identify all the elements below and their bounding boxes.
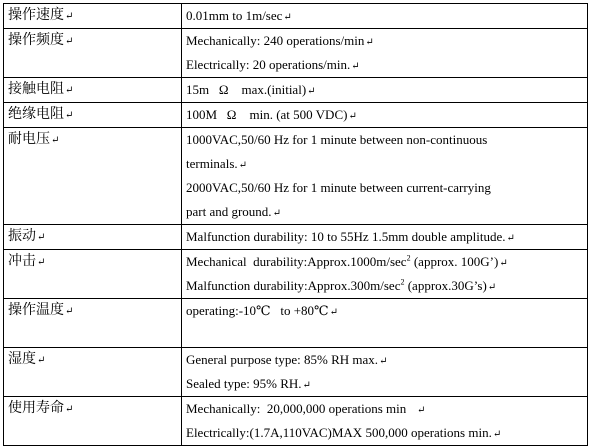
- table-row: [4, 4, 588, 29]
- table-row: [4, 78, 588, 103]
- param-name-line: [8, 4, 181, 28]
- table-row: [4, 397, 588, 446]
- param-value-cell: [182, 225, 588, 250]
- param-name-cell: [4, 397, 182, 446]
- param-value: Electrically:(1.7A,110VAC)MAX 500,000 operations min.: [186, 425, 492, 440]
- paragraph-mark-icon: ↵: [487, 282, 497, 293]
- paragraph-mark-icon: ↵: [365, 37, 374, 48]
- param-name: 冲击: [8, 254, 36, 269]
- param-name: 使用寿命: [8, 401, 64, 416]
- param-name-cell: [4, 4, 182, 29]
- param-value: (approx. 100G’): [410, 254, 499, 269]
- paragraph-mark-icon: ↵: [379, 356, 388, 367]
- param-name-cell: [4, 128, 182, 225]
- param-value-cell: [182, 103, 588, 128]
- param-value-cell: [182, 250, 588, 299]
- paragraph-mark-icon: ↵: [307, 86, 316, 97]
- param-value: Mechanically: 20,000,000 operations min: [186, 401, 416, 416]
- table-row: [4, 299, 588, 348]
- param-value-line: [186, 78, 587, 102]
- param-name: 操作频度: [8, 33, 64, 48]
- paragraph-mark-icon: ↵: [65, 36, 74, 47]
- param-value-line: [186, 152, 587, 176]
- param-name-cell: [4, 299, 182, 348]
- paragraph-mark-icon: ↵: [65, 11, 74, 22]
- param-value: Mechanical durability:Approx.1000m/sec: [186, 254, 407, 269]
- param-name-line: [8, 397, 181, 421]
- param-name-cell: [4, 348, 182, 397]
- param-value-line: [186, 176, 587, 200]
- paragraph-mark-icon: ↵: [51, 135, 60, 146]
- param-value-line: [186, 128, 587, 152]
- table-row: [4, 250, 588, 299]
- param-name: 操作温度: [8, 303, 64, 318]
- param-value: (approx.30G’s): [404, 278, 487, 293]
- paragraph-mark-icon: ↵: [238, 160, 248, 171]
- param-value: Sealed type: 95% RH.: [186, 376, 302, 391]
- spec-table-body: [4, 4, 588, 446]
- param-value: 2000VAC,50/60 Hz for 1 minute between current-carrying: [186, 180, 491, 195]
- param-value-cell: [182, 78, 588, 103]
- param-value: Malfunction durability:Approx.300m/sec: [186, 278, 401, 293]
- paragraph-mark-icon: ↵: [37, 257, 46, 268]
- paragraph-mark-icon: ↵: [348, 111, 357, 122]
- table-row: [4, 103, 588, 128]
- param-value-cell: [182, 4, 588, 29]
- param-value: Electrically: 20 operations/min.: [186, 57, 351, 72]
- param-name-cell: [4, 225, 182, 250]
- paragraph-mark-icon: ↵: [65, 110, 74, 121]
- param-value: Malfunction durability: 10 to 55Hz 1.5mm double amplitude.: [186, 229, 506, 244]
- table-row: [4, 225, 588, 250]
- table-row: [4, 29, 588, 78]
- paragraph-mark-icon: ↵: [272, 208, 281, 219]
- superscript-exponent: 2: [406, 253, 411, 263]
- param-name-line: [8, 299, 181, 323]
- param-name-cell: [4, 250, 182, 299]
- param-value-line: [186, 4, 587, 28]
- param-value-line: [186, 200, 587, 224]
- param-name-line: [8, 250, 181, 274]
- paragraph-mark-icon: ↵: [416, 405, 426, 416]
- table-row: [4, 128, 588, 225]
- param-value: terminals.: [186, 156, 238, 171]
- paragraph-mark-icon: ↵: [329, 307, 338, 318]
- param-value-line: [186, 421, 587, 445]
- param-value-line: [186, 274, 587, 298]
- param-name-line: [8, 128, 181, 152]
- param-value: part and ground.: [186, 204, 272, 219]
- param-value-line: [186, 323, 587, 347]
- table-row: [4, 348, 588, 397]
- param-name: 湿度: [8, 352, 36, 367]
- param-value-line: [186, 299, 587, 323]
- param-name: 接触电阻: [8, 82, 64, 97]
- paragraph-mark-icon: ↵: [506, 233, 515, 244]
- param-value: 100M Ω min. (at 500 VDC): [186, 107, 348, 122]
- spec-table: [3, 3, 588, 446]
- paragraph-mark-icon: ↵: [351, 61, 360, 72]
- param-value-line: [186, 250, 587, 274]
- param-name: 操作速度: [8, 8, 64, 23]
- paragraph-mark-icon: ↵: [65, 306, 74, 317]
- param-value-line: [186, 53, 587, 77]
- superscript-exponent: 2: [400, 277, 405, 287]
- param-name: 耐电压: [8, 132, 50, 147]
- param-name-line: [8, 103, 181, 127]
- paragraph-mark-icon: ↵: [499, 258, 508, 269]
- param-value-line: [186, 372, 587, 396]
- param-value-line: [186, 29, 587, 53]
- param-name-line: [8, 29, 181, 53]
- paragraph-mark-icon: ↵: [65, 85, 74, 96]
- param-name-line: [8, 78, 181, 102]
- param-name: 绝缘电阻: [8, 107, 64, 122]
- param-name-cell: [4, 78, 182, 103]
- param-name-line: [8, 348, 181, 372]
- paragraph-mark-icon: ↵: [283, 12, 292, 23]
- param-name-cell: [4, 29, 182, 78]
- param-value: 0.01mm to 1m/sec: [186, 8, 283, 23]
- param-value: operating:-10℃ to +80℃: [186, 303, 329, 318]
- param-value: General purpose type: 85% RH max.: [186, 352, 379, 367]
- param-value: Mechanically: 240 operations/min: [186, 33, 365, 48]
- paragraph-mark-icon: ↵: [37, 232, 46, 243]
- paragraph-mark-icon: ↵: [492, 429, 502, 440]
- param-value-line: [186, 225, 587, 249]
- param-name-cell: [4, 103, 182, 128]
- param-value: 15m Ω max.(initial): [186, 82, 307, 97]
- param-value-cell: [182, 29, 588, 78]
- paragraph-mark-icon: ↵: [302, 380, 311, 391]
- param-name: 振动: [8, 229, 36, 244]
- paragraph-mark-icon: ↵: [37, 355, 46, 366]
- param-name-line: [8, 225, 181, 249]
- param-value-line: [186, 397, 587, 421]
- param-value-cell: [182, 299, 588, 348]
- param-value-line: [186, 103, 587, 127]
- param-value-cell: [182, 128, 588, 225]
- param-value-line: [186, 348, 587, 372]
- param-value: 1000VAC,50/60 Hz for 1 minute between non-continuous: [186, 132, 488, 147]
- paragraph-mark-icon: ↵: [65, 404, 74, 415]
- param-value-cell: [182, 348, 588, 397]
- param-value-cell: [182, 397, 588, 446]
